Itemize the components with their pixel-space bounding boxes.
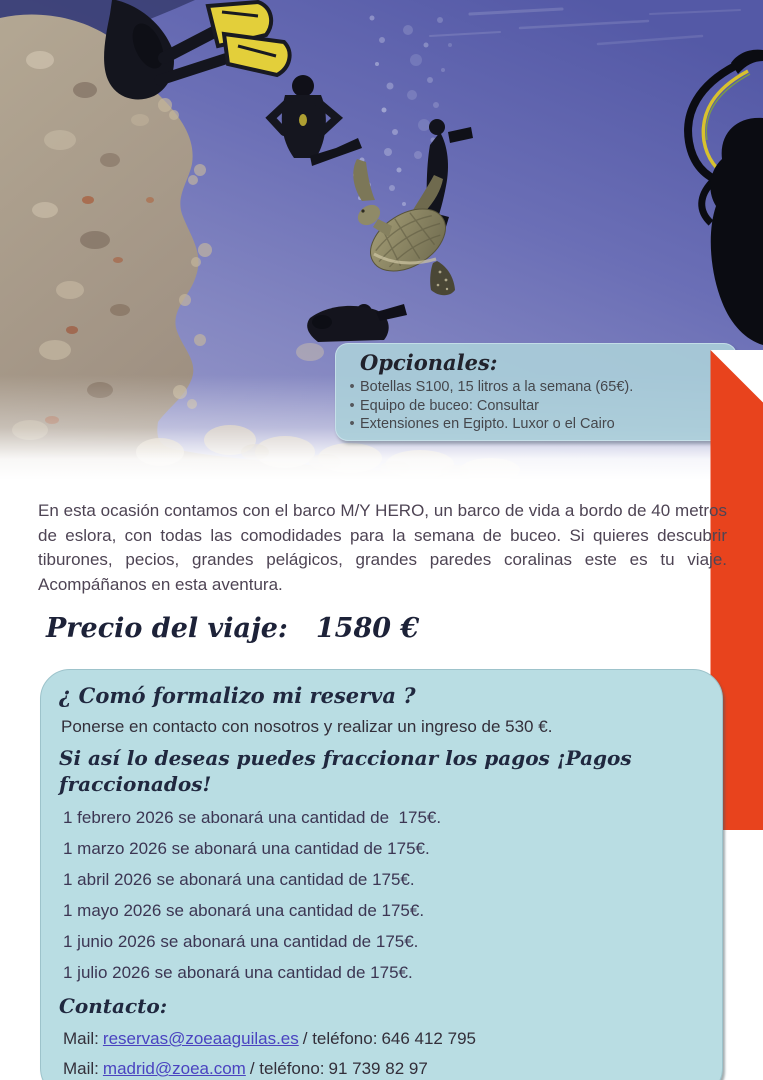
installment-line: 1 abril 2026 se abonará una cantidad de 175€. [63, 870, 415, 889]
email-link[interactable]: reservas@zoeaaguilas.es [102, 1029, 299, 1048]
contact-line [63, 1028, 694, 1049]
dive-flag-icon [669, 350, 702, 373]
intro-paragraph: En esta ocasión contamos con el barco M/Y HERO, un barco de vida a bordo de 40 metros de eslora, con todas las comodidades para la semana de buceo. Si quieres descubrir tiburones, pecios, grandes pelágicos, grandes paredes coralinas este es tu viaje. Acompáñanos en esta aventura. [38, 501, 727, 594]
bullet-icon: • [349, 397, 355, 414]
content-area [0, 480, 763, 1080]
installment-line: 1 marzo 2026 se abonará una cantidad de 175€. [63, 839, 430, 858]
email-link[interactable]: madrid@zoea.com [102, 1059, 246, 1078]
opcionales-item [344, 378, 720, 397]
underwater-photo [0, 0, 763, 480]
bullet-icon: • [349, 416, 355, 432]
opcionales-item [344, 415, 720, 434]
installment-line: 1 junio 2026 se abonará una cantidad de 175€. [63, 932, 419, 951]
opcionales-title: Opcionales: [360, 350, 498, 375]
price-value: 1580 € [315, 613, 420, 644]
reservation-title: ¿ Comó formalizo mi reserva ? [59, 683, 416, 708]
opcionales-item-text: Extensiones en Egipto. Luxor o el Cairo [360, 416, 615, 432]
phone-label: / teléfono: [249, 1059, 325, 1078]
reservation-intro: Ponerse en contacto con nosotros y realizar un ingreso de 530 €. [61, 717, 553, 736]
contact-title: Contacto: [59, 994, 168, 1018]
phone-number: 646 412 795 [381, 1029, 476, 1048]
installment-line: 1 mayo 2026 se abonará una cantidad de 175€. [63, 901, 425, 920]
opcionales-list [344, 378, 720, 434]
mail-label: Mail: [63, 1029, 99, 1048]
contact-line [63, 1058, 694, 1079]
phone-label: / teléfono: [302, 1029, 378, 1048]
phone-number: 91 739 82 97 [328, 1059, 428, 1078]
price-line [46, 613, 763, 644]
opcionales-item-text: Equipo de buceo: Consultar [360, 397, 539, 414]
opcionales-panel [335, 343, 737, 441]
installments-title: Si así lo deseas puedes fraccionar los pagos ¡Pagos fraccionados! [59, 746, 632, 796]
reservation-panel [40, 669, 723, 1080]
opcionales-item-text: Botellas S100, 15 litros a la semana (65€). [360, 379, 634, 395]
installment-line: 1 julio 2026 se abonará una cantidad de 175€. [63, 963, 413, 982]
opcionales-item [344, 397, 720, 416]
mail-label: Mail: [63, 1059, 99, 1078]
installment-line: 1 febrero 2026 se abonará una cantidad de 175€. [63, 808, 442, 827]
price-label: Precio del viaje: [46, 613, 288, 644]
bullet-icon: • [349, 379, 355, 395]
